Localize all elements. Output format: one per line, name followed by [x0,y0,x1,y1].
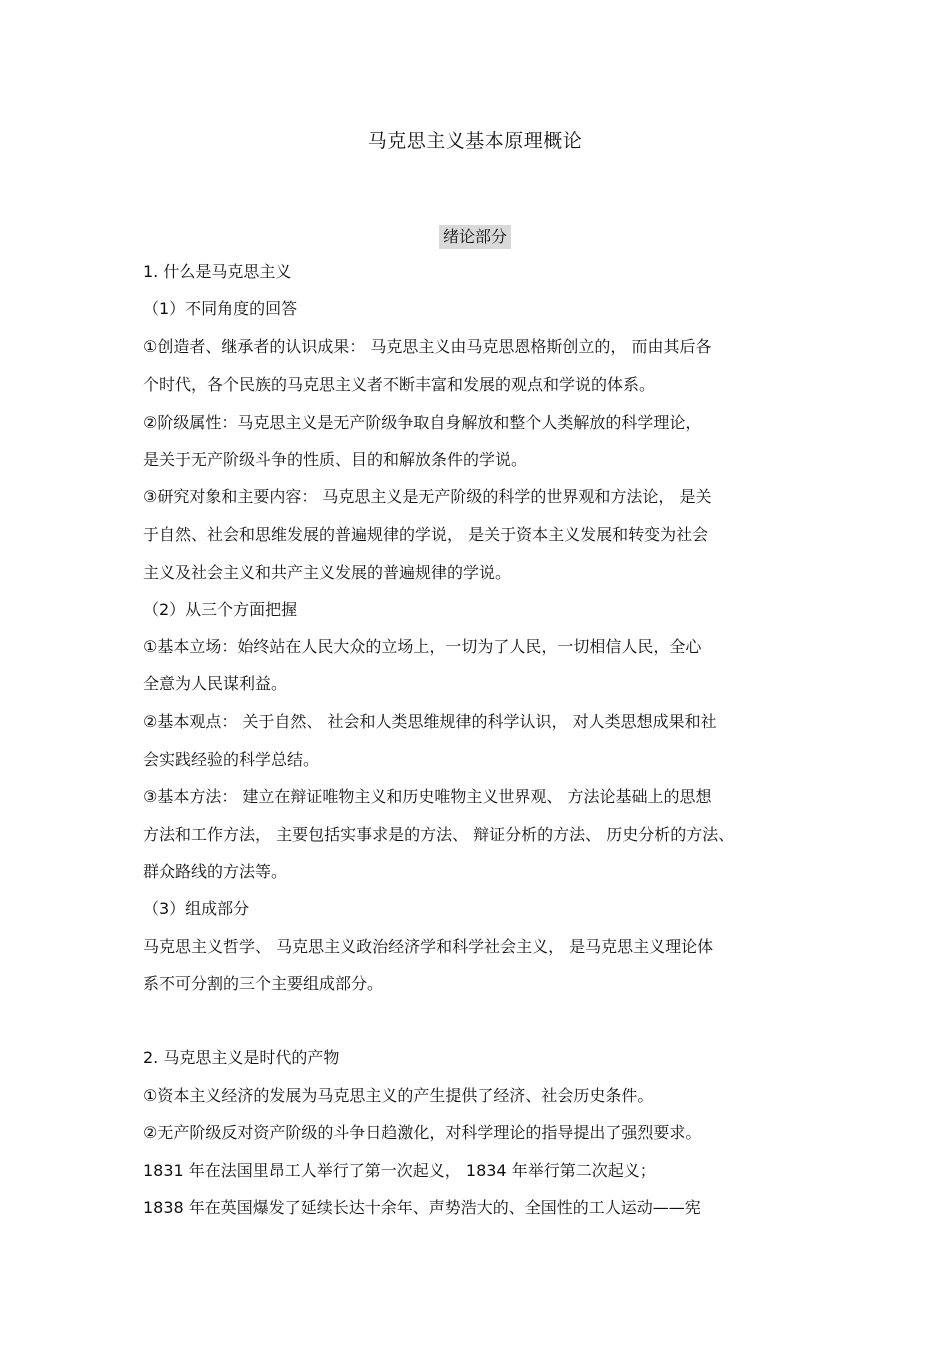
document-title: 马克思主义基本原理概论 [367,130,583,152]
paragraph-line: 1838 年在英国爆发了延续长达十余年、声势浩大的、全国性的工人运动——宪 [143,1198,701,1217]
paragraph-line: ②无产阶级反对资产阶级的斗争日趋激化，对科学理论的指导提出了强烈要求。 [143,1123,702,1142]
paragraph-line: ①基本立场：始终站在人民大众的立场上，一切为了人民，一切相信人民，全心 [143,637,702,656]
paragraph-line: ③研究对象和主要内容： 马克思主义是无产阶级的科学的世界观和方法论， 是关 [143,487,712,506]
paragraph-line: ①创造者、继承者的认识成果： 马克思主义由马克思恩格斯创立的， 而由其后各 [143,337,712,356]
subheading-three-aspects: （2）从三个方面把握 [143,600,298,619]
paragraph-line: 全意为人民谋利益。 [143,674,288,693]
heading-what-is-marxism: 1. 什么是马克思主义 [143,262,292,281]
paragraph-line: 系不可分割的三个主要组成部分。 [143,974,384,993]
paragraph-line: 群众路线的方法等。 [143,862,288,881]
paragraph-line: 方法和工作方法， 主要包括实事求是的方法、 辩证分析的方法、 历史分析的方法、 [143,825,735,844]
paragraph-line: 马克思主义哲学、 马克思主义政治经济学和科学社会主义， 是马克思主义理论体 [143,937,714,956]
paragraph-line: 1831 年在法国里昂工人举行了第一次起义， 1834 年举行第二次起义； [143,1161,656,1180]
paragraph-line: 主义及社会主义和共产主义发展的普遍规律的学说。 [143,563,512,582]
paragraph-line: 是关于无产阶级斗争的性质、目的和解放条件的学说。 [143,450,528,469]
section-heading: 绪论部分 [439,225,511,249]
section-heading-wrap [0,225,950,249]
subheading-different-angles: （1）不同角度的回答 [143,299,298,318]
heading-product-of-era: 2. 马克思主义是时代的产物 [143,1048,340,1067]
paragraph-line: 个时代，各个民族的马克思主义者不断丰富和发展的观点和学说的体系。 [143,375,656,394]
paragraph-line: 于自然、社会和思维发展的普遍规律的学说， 是关于资本主义发展和转变为社会 [143,525,709,544]
paragraph-line: ②阶级属性：马克思主义是无产阶级争取自身解放和整个人类解放的科学理论， [143,413,702,432]
paragraph-line: ③基本方法： 建立在辩证唯物主义和历史唯物主义世界观、 方法论基础上的思想 [143,787,712,806]
paragraph-line: ①资本主义经济的发展为马克思主义的产生提供了经济、社会历史条件。 [143,1086,654,1105]
paragraph-line: 会实践经验的科学总结。 [143,750,320,769]
subheading-components: （3）组成部分 [143,899,250,918]
paragraph-line: ②基本观点： 关于自然、 社会和人类思维规律的科学认识， 对人类思想成果和社 [143,712,717,731]
